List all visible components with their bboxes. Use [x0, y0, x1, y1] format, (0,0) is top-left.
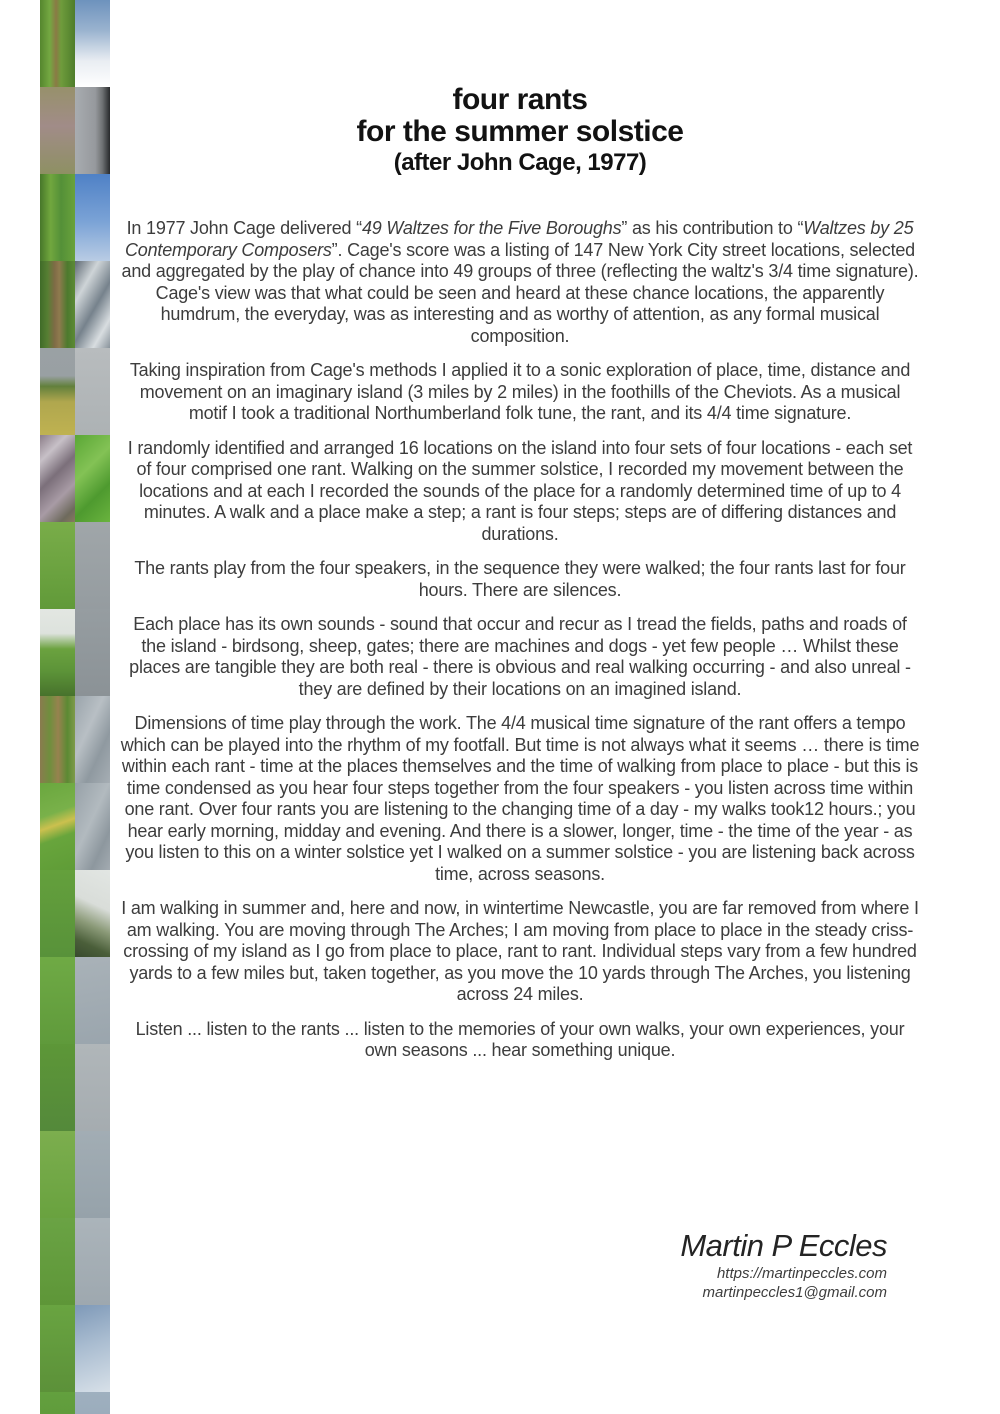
photo-grass-1 — [40, 870, 75, 957]
page-title-line-1: four rants — [452, 83, 588, 116]
photo-grass-5 — [40, 1218, 75, 1305]
photo-sky-streaks-2 — [75, 783, 110, 870]
photo-sky-storm — [75, 261, 110, 348]
photo-grass-3 — [40, 1044, 75, 1131]
photo-grass-path — [40, 0, 75, 87]
photo-grass-4 — [40, 1131, 75, 1218]
photo-grass-rows — [40, 174, 75, 261]
photo-sky-bluegray-3 — [75, 1392, 110, 1414]
paragraph-walking: I am walking in summer and, here and now, in wintertime Newcastle, you are far removed from where I am walking. You are moving through The Arches; I am moving from place to place in the steady criss-crossing of my island as I go from place to place, rant to rant. Individual steps vary from a few hundred yards to a few miles but, taken together, as you move the 10 yards through The Arches, you listening across 24 miles. — [121, 898, 919, 1004]
page-title-line-2: for the summer solstice — [356, 115, 684, 148]
photo-sky-gray-light — [75, 348, 110, 435]
page-title-line-3: (after John Cage, 1977) — [393, 149, 647, 176]
photo-field-gate — [40, 609, 75, 696]
photo-grass-field — [40, 522, 75, 609]
photo-sky-gray-1 — [75, 522, 110, 609]
photo-tree-white-sky — [75, 870, 110, 957]
photo-sky-clouds-blue — [75, 0, 110, 87]
photo-flower-meadow — [40, 783, 75, 870]
photo-green-willows — [75, 435, 110, 522]
text-segment: In 1977 John Cage delivered “ — [126, 218, 362, 238]
paragraph-inspiration: Taking inspiration from Cage's methods I applied it to a sonic exploration of place, time, distance and movement on an imaginary island (3 miles by 2 miles) in the foothills of the Cheviots. As a musical motif I took a traditional Northumberland folk tune, the rant, and its 4/4 time signature. — [129, 360, 911, 423]
photo-sky-gray-4 — [75, 1218, 110, 1305]
photo-yellow-field — [40, 348, 75, 435]
document-content — [120, 0, 920, 1301]
author-email: martinpeccles1@gmail.com — [702, 1284, 887, 1301]
photo-strip-left — [40, 0, 75, 1414]
photo-sky-gray-3 — [75, 1044, 110, 1131]
paragraph-sounds: Each place has its own sounds - sound that occur and recur as I tread the fields, paths and roads of the island - birdsong, sheep, gates; there are machines and dogs - yet few people … Whilst these places are tangible they are both real - there is obvious and real walking occurring - and also unreal - they are defined by their locations on an imagined island. — [129, 614, 911, 699]
work-title-waltzes-by-25: Waltzes by 25 Contemporary Composers — [124, 218, 914, 260]
photo-grass-6 — [40, 1305, 75, 1392]
photo-sky-streaks-1 — [75, 696, 110, 783]
photo-sky-blue — [75, 174, 110, 261]
photo-strip-right — [75, 0, 110, 1414]
photo-sky-tree-silhouette — [75, 87, 110, 174]
photo-grass-2 — [40, 957, 75, 1044]
paragraph-speakers: The rants play from the four speakers, in the sequence they were walked; the four rants last for four hours. There are silences. — [134, 558, 906, 600]
photo-sky-clouds-2 — [75, 1305, 110, 1392]
paragraph-time: Dimensions of time play through the work. The 4/4 musical time signature of the rant offers a tempo which can be played into the rhythm of my footfall. But time is not always what it seems … there is time within each rant - time at the places themselves and the time of walking from place to place - but this is time condensed as you hear four steps together from the four speakers - you listen across time within one rant. Over four rants you are listening to the changing time of a day - my walks took12 hours.; you hear early morning, midday and evening. And there is a slower, longer, time - the time of the year - as you listen to this on a winter solstice yet I walked on a summer solstice - you are listening back across time, across seasons. — [120, 713, 920, 884]
work-title-49-waltzes: 49 Waltzes for the Five Boroughs — [361, 218, 622, 238]
paragraph-locations: I randomly identified and arranged 16 locations on the island into four sets of four locations - each set of four comprised one rant. Walking on the summer solstice, I recorded my movement between the locations and at each I recorded the sounds of the place for a randomly determined time of up to 4 minutes. A walk and a place make a step; a rant is four steps; steps are of differing distances and durations. — [127, 437, 913, 544]
photo-trees-bark — [40, 261, 75, 348]
photo-pink-meadow — [40, 87, 75, 174]
paragraph-listen: Listen ... listen to the rants ... listen to the memories of your own walks, your own experiences, your own seasons ... hear something unique. — [135, 1018, 905, 1060]
photo-sky-gray-2 — [75, 609, 110, 696]
signature-block — [680, 1228, 887, 1302]
photo-strip — [40, 0, 110, 1414]
photo-dry-grass — [40, 696, 75, 783]
author-website: https://martinpeccles.com — [716, 1265, 887, 1282]
photo-sky-bluegray-1 — [75, 957, 110, 1044]
author-name: Martin P Eccles — [680, 1228, 887, 1263]
text-segment: ”. Cage's score was a listing of 147 New York City street locations, selected and aggregated by the play of chance into 49 groups of three (reflecting the waltz's 3/4 time signature). Cage's view was that what could be seen and heard at these chance locations, the apparently humdrum, the everyday, was as interesting and as worthy of attention, as any formal musical composition. — [121, 239, 919, 346]
text-segment: ” as his contribution to “ — [621, 218, 804, 238]
photo-sky-bluegray-2 — [75, 1131, 110, 1218]
paragraph-cage-background — [120, 218, 920, 347]
photo-grass-7 — [40, 1392, 75, 1414]
photo-rocky-crag — [40, 435, 75, 522]
